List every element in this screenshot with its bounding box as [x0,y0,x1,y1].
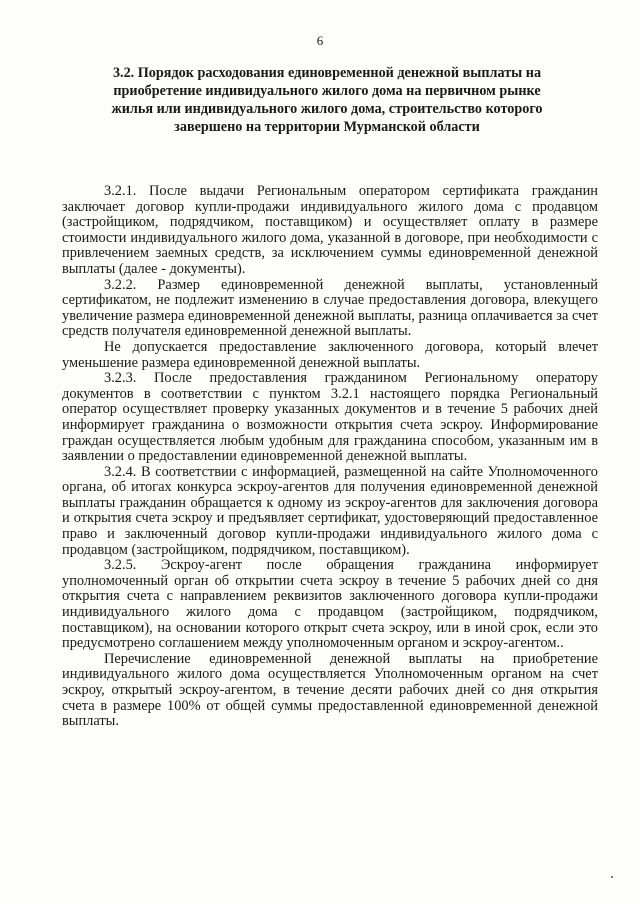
scan-speck [611,876,613,878]
page-number: 6 [316,33,324,48]
paragraph-transfer-note: Перечисление единовременной денежной выплаты на приобретение индивидуального жилого дома осуществляется Уполномоченным органом на счет эскроу, открытый эскроу-агентом, в течение десяти рабочих дней со дня открытия счета в размере 100% от общей суммы предоставленной единовременной денежной выплаты. [62,650,598,730]
paragraph-3-2-1: 3.2.1. После выдачи Региональным оператором сертификата гражданин заключает договор купли-продажи индивидуального жилого дома с продавцом (застройщиком, подрядчиком, поставщиком) и осуществляет оплату в размере стоимости индивидуального жилого дома, указанной в договоре, при необходимости с привлечением заемных средств, за исключением суммы единовременной денежной выплаты (далее - документы). [62,183,598,277]
paragraph-3-2-3: 3.2.3. После предоставления гражданином Региональному оператору документов в соответствии с пунктом 3.2.1 настоящего порядка Региональный оператор осуществляет проверку указанных документов и в течение 5 рабочих дней информирует гражданина о возможности открытия счета эскроу. Информирование граждан осуществляется любым удобным для гражданина способом, указанным им в заявлении о предоставлении единовременной денежной выплаты. [62,370,598,465]
paragraph-3-2-2-note: Не допускается предоставление заключенного договора, который влечет уменьшение размера единовременной денежной выплаты. [62,338,598,371]
paragraph-3-2-4: 3.2.4. В соответствии с информацией, размещенной на сайте Уполномоченного органа, об итогах конкурса эскроу-агентов для получения единовременной денежной выплаты гражданин обращается к одному из эскроу-агентов для заключения договора и открытия счета эскроу и предъявляет сертификат, удостоверяющий предоставленное право и заключенный договор купли-продажи индивидуального жилого дома с продавцом (застройщиком, подрядчиком, поставщиком). [62,463,598,558]
section-title: 3.2. Порядок расходования единовременной денежной выплаты на приобретение индивидуального жилого дома на первичном рынке жилья или индивидуального жилого дома, строительство которого завершено на территории Мурманской области [111,65,543,135]
document-body [62,184,598,730]
paragraph-3-2-2: 3.2.2. Размер единовременной денежной выплаты, установленный сертификатом, не подлежит изменению в случае предоставления договора, влекущего увеличение размера единовременной денежной выплаты, разница оплачивается за счет средств получателя единовременной денежной выплаты. [62,276,598,340]
paragraph-3-2-5: 3.2.5. Эскроу-агент после обращения гражданина информирует уполномоченный орган об открытии счета эскроу в течение 5 рабочих дней со дня открытия счета с направлением реквизитов заключенного договора купли-продажи индивидуального жилого дома с продавцом (застройщиком, подрядчиком, поставщиком), на основании которого открыт счета эскроу, или в иной срок, если это предусмотрено соглашением между уполномоченным органом и эскроу-агентом.. [62,557,598,652]
